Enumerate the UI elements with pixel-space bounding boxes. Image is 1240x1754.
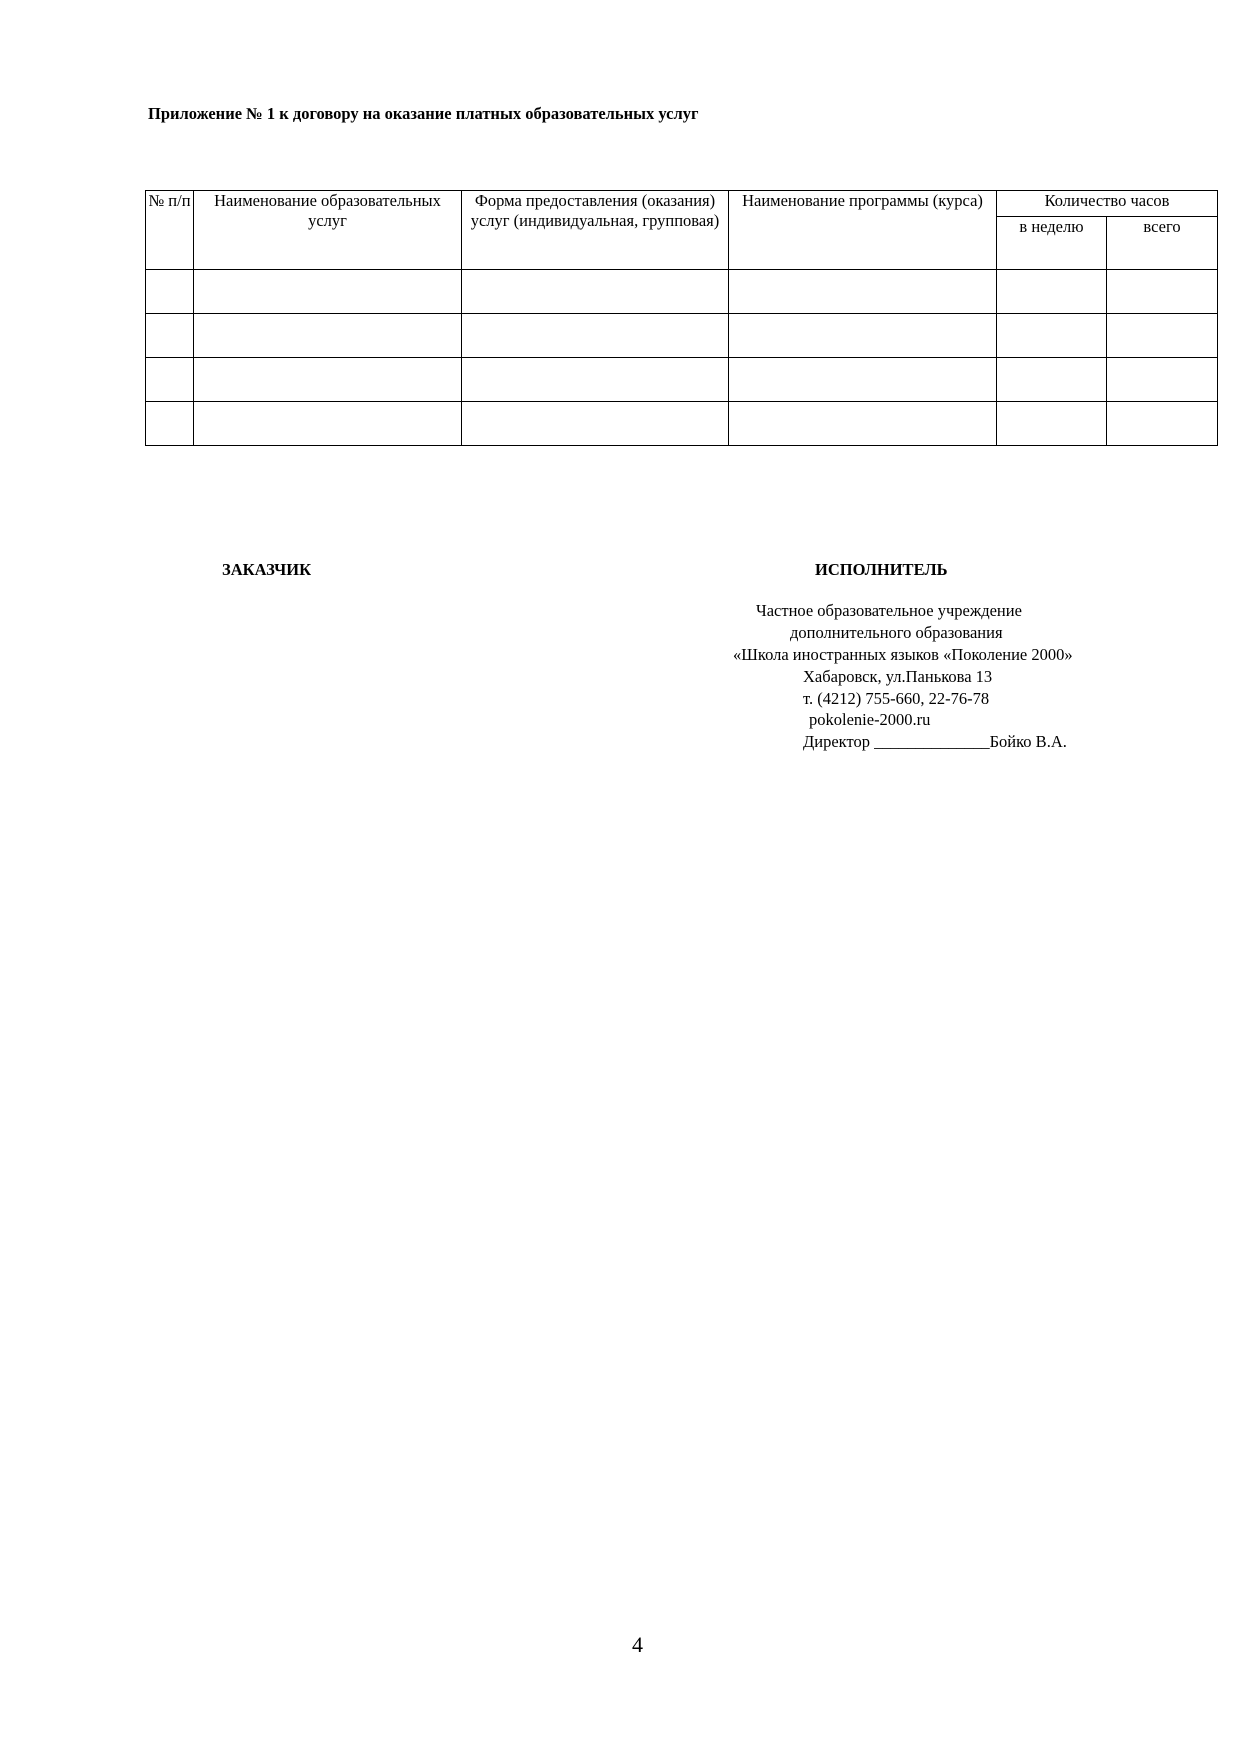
header-service-name: Наименование образовательных услуг — [194, 191, 462, 270]
table-cell — [997, 358, 1107, 402]
executor-director-signature: Директор ______________Бойко В.А. — [803, 732, 1067, 751]
executor-website: pokolenie-2000.ru — [809, 710, 931, 729]
document-title: Приложение № 1 к договору на оказание платных образовательных услуг — [148, 104, 699, 123]
table-cell — [462, 314, 729, 358]
table-cell — [146, 402, 194, 446]
executor-org-name: «Школа иностранных языков «Поколение 2000» — [733, 645, 1073, 664]
executor-org-line-1: Частное образовательное учреждение — [756, 601, 1022, 620]
table-row — [146, 270, 1218, 314]
executor-org-line-2: дополнительного образования — [790, 623, 1003, 642]
table-cell — [146, 314, 194, 358]
table-cell — [997, 270, 1107, 314]
customer-label: ЗАКАЗЧИК — [222, 560, 312, 579]
table-cell — [146, 358, 194, 402]
table-row — [146, 314, 1218, 358]
header-per-week: в неделю — [997, 217, 1107, 270]
table-header-row — [146, 191, 1218, 217]
table-cell — [194, 270, 462, 314]
header-form: Форма предоставления (оказания) услуг (индивидуальная, групповая) — [462, 191, 729, 270]
header-num: № п/п — [146, 191, 194, 270]
table-cell — [997, 314, 1107, 358]
table-row — [146, 402, 1218, 446]
table-row — [146, 358, 1218, 402]
header-program: Наименование программы (курса) — [729, 191, 997, 270]
table-cell — [1107, 358, 1218, 402]
table-cell — [1107, 270, 1218, 314]
executor-phone: т. (4212) 755-660, 22-76-78 — [803, 689, 990, 708]
table-body — [146, 270, 1218, 446]
table-cell — [729, 402, 997, 446]
table-cell — [1107, 314, 1218, 358]
page-number: 4 — [632, 1632, 643, 1657]
table-cell — [194, 358, 462, 402]
table-cell — [729, 270, 997, 314]
table-cell — [1107, 402, 1218, 446]
executor-address: Хабаровск, ул.Панькова 13 — [803, 667, 993, 686]
services-table — [145, 190, 1218, 446]
executor-label: ИСПОЛНИТЕЛЬ — [815, 560, 948, 579]
table-cell — [997, 402, 1107, 446]
table-cell — [462, 270, 729, 314]
table-cell — [194, 402, 462, 446]
table-cell — [729, 358, 997, 402]
table-cell — [729, 314, 997, 358]
table-cell — [462, 358, 729, 402]
header-hours: Количество часов — [997, 191, 1218, 217]
table-cell — [146, 270, 194, 314]
table-cell — [194, 314, 462, 358]
header-total: всего — [1107, 217, 1218, 270]
table-cell — [462, 402, 729, 446]
